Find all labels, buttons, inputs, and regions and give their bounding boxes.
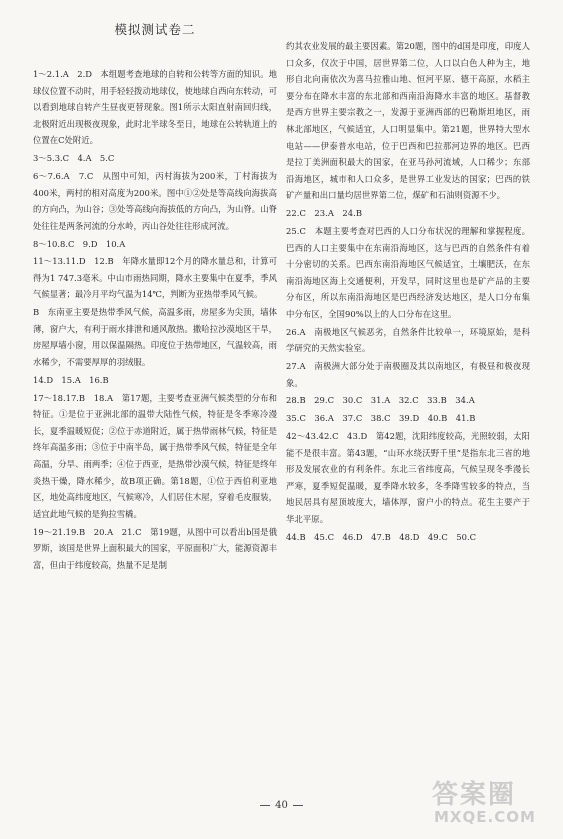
answer-paragraph: 8～10.8.C 9.D 10.A xyxy=(33,238,126,249)
answer-paragraph: 11～13.11.D 12.B 年降水量即12个月的降水量总和，计算可得为1 747.3毫米。中山市雨热同期，降水主要集中在夏季，季风气候显著；最冷月平均气温为14℃，判断为亚热带季风气候。 xyxy=(33,256,277,300)
answer-paragraph: 28.B 29.C 30.C 31.A 32.C 33.B 34.A xyxy=(286,395,475,406)
answer-paragraph: 6～7.6.A 7.C 从图中可知，丙村海拔为200米，丁村海拔为400米，两村的相对高度为200米。图中①②处是等高线向海拔高的方向凸，为山谷；③处等高线向海拔低的方向凸，为山脊。山脊处往往是两条河流的分水岭，丙山谷处往往形成河流。 xyxy=(33,170,277,231)
answer-paragraph: 1～2.1.A 2.D 本组题考查地球的自转和公转等方面的知识。地球仪位置不动时，用手轻轻拨动地球仪，使地球自西向东转动，可以看到地球自转产生昼夜更替现象。图1所示太阳直射南回归线，北极附近出现极夜现象，此时北半球冬至日，地球在公转轨道上的位置在C处附近。 xyxy=(33,69,277,146)
answer-paragraph: 19～21.19.B 20.A 21.C 第19题，从图中可以看出b国是俄罗斯，该国是世界上面积最大的国家，平原面积广大，能源资源丰富，但由于纬度较高，热量不足是制 xyxy=(33,526,277,570)
answer-paragraph: 约其农业发展的最主要因素。第20题，图中的d国是印度，印度人口众多，仅次于中国，居世界第二位，人口以白色人种为主，地形自北向南依次为喜马拉雅山地、恒河平原、德干高原，水稻主要分布在降水丰富的东北部和西南沿海降水丰富的地区。基督教是西方世界主要宗教之一，发源于亚洲西部的巴勒斯坦地区，雨林北部地区，气候适宜，人口明显集中。第21题，世界特大型水电站——伊泰普水电站，位于巴西和巴拉那河边界的地区。巴西是拉丁美洲面积最大的国家，在亚马孙河流域，人口稀少；东部沿海地区，城市和人口众多，是世界工业发达的国家；巴西的铁矿产量和出口量均居世界第二位，煤矿和石油则资源不少。 xyxy=(286,41,530,201)
page-title: 模拟测试卷二 xyxy=(114,22,196,37)
watermark-url: MXQE.COM xyxy=(434,808,536,826)
answer-paragraph: 42～43.42.C 43.D 第42题，沈阳纬度较高，光照较弱，太阳能不是很丰富。第43题，“山环水绕沃野千里”是指东北三省的地形及发展农业的有利条件。东北三省纬度高，气候呈现冬季漫长严寒，夏季短促温暖，夏季降水较多，冬季降雪较多的特点，当地民居具有屋顶坡度大，墙体厚，窗户小的特点。花生主要产于华北平原。 xyxy=(286,430,530,524)
answer-paragraph: 17～18.17.B 18.A 第17题，主要考查亚洲气候类型的分布和特征。①是位于亚洲北部的温带大陆性气候，特征是冬季寒冷漫长，夏季温暖短促；②位于赤道附近，属于热带雨林气候，特征是终年高温多雨；③位于中南半岛，属于热带季风气候，特征是全年高温，分旱、雨两季；④位于西亚，是热带沙漠气候，特征是终年炎热干燥，降水稀少，故B项正确。第18题，①位于西伯利亚地区，地处高纬度地区，气候寒冷，人们居住木屋，穿着毛皮服装，适宜此地气候的是狗拉雪橇。 xyxy=(33,392,277,519)
right-column xyxy=(286,38,530,547)
answer-paragraph: 26.A 南极地区气候恶劣，自然条件比较单一，环境原始，是科学研究的天然实验室。 xyxy=(286,326,530,354)
answer-paragraph: 27.A 南极洲大部分处于南极圈及其以南地区，有极昼和极夜现象。 xyxy=(286,361,530,388)
answer-paragraph: 25.C 本题主要考查对巴西的人口分布状况的理解和掌握程度。巴西的人口主要集中在东南沿海地区，这与巴西的自然条件有着十分密切的关系。巴西东南沿海地区气候适宜，土壤肥沃，在东南沿海地区海上交通便利，开发早，同时这里也是矿产品的主要分布区，所以东南沿海地区是巴西经济发达地区，是人口分布集中分布区，全国90%以上的人口分布在这里。 xyxy=(286,225,530,319)
answer-paragraph: 44.B 45.C 46.D 47.B 48.D 49.C 50.C xyxy=(286,531,477,542)
answer-paragraph: B 东南亚主要是热带季风气候，高温多雨，房屋多为尖顶，墙体薄，窗户大，有利于雨水排泄和通风散热。撒哈拉沙漠地区干旱，房屋厚墙小窗，用以保温隔热。印度位于热带地区，气温较高，雨水稀少，不需要厚厚的羽绒服。 xyxy=(33,307,277,368)
page-number: 40 xyxy=(0,800,563,811)
answer-paragraph: 14.D 15.A 16.B xyxy=(33,374,109,385)
answer-paragraph: 22.C 23.A 24.B xyxy=(286,208,363,219)
watermark-logo xyxy=(428,772,556,834)
answer-paragraph: 35.C 36.A 37.C 38.C 39.D 40.B 41.B xyxy=(286,413,476,424)
answer-paragraph: 3～5.3.C 4.A 5.C xyxy=(33,153,115,164)
left-column xyxy=(33,66,277,575)
watermark-text: 答案圈 xyxy=(432,780,517,810)
